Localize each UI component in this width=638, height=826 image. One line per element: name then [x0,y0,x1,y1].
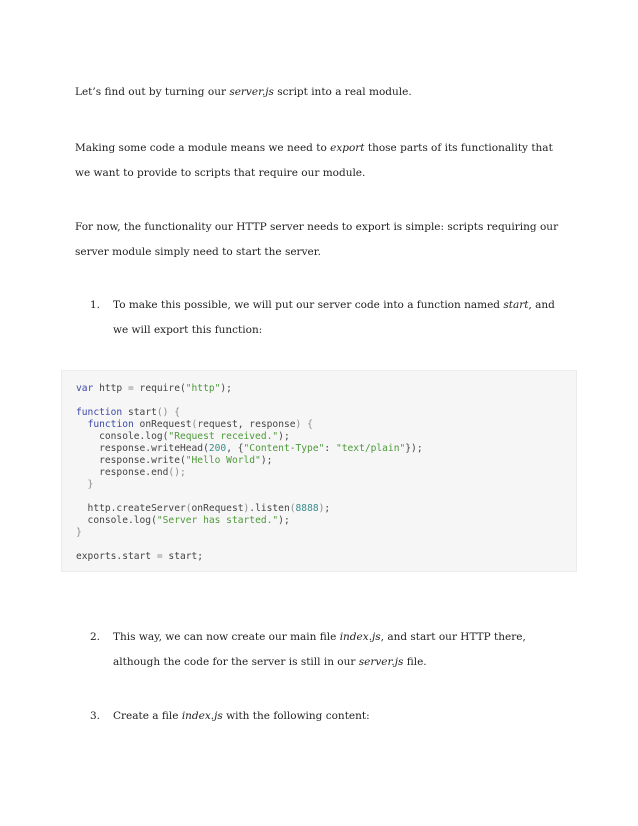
list-text: To make this possible, we will put our server code into a function named start, and we will export this function: [113,299,555,336]
code-line: response.end(); [76,467,186,478]
code-line: function onRequest(request, response) { [87,419,313,430]
code-line: } [76,527,82,538]
list-text: Create a file index.js with the following content: [113,710,370,722]
paragraph-intro: Let’s find out by turning our server.js script into a real module. [75,86,412,98]
paragraph-functionality: For now, the functionality our HTTP server needs to export is simple: scripts requiring our server module simply need to start the server. [75,221,559,258]
code-line: response.write("Hello World"); [76,455,273,466]
code-line: console.log("Server has started."); [76,515,290,526]
list-text: This way, we can now create our main file index.js, and start our HTTP there, although the code for the server is still in our server.js file. [113,631,526,668]
list-number: 3. [90,710,101,722]
code-block-server [61,370,577,572]
list-number: 2. [90,631,101,643]
code-line: var http = require("http"); [76,383,232,394]
code-line: http.createServer(onRequest).listen(8888); [76,503,331,514]
code-line: response.writeHead(200, {"Content-Type": "text/plain"}); [76,443,423,454]
paragraph-export: Making some code a module means we need to export those parts of its functionality that we want to provide to scripts that require our module. [75,142,553,179]
code-line: } [76,479,94,490]
code-line: console.log("Request received."); [76,431,290,442]
code-line: exports.start = start; [76,551,204,562]
list-number: 1. [90,299,101,311]
code-line: function start() { [76,407,180,418]
